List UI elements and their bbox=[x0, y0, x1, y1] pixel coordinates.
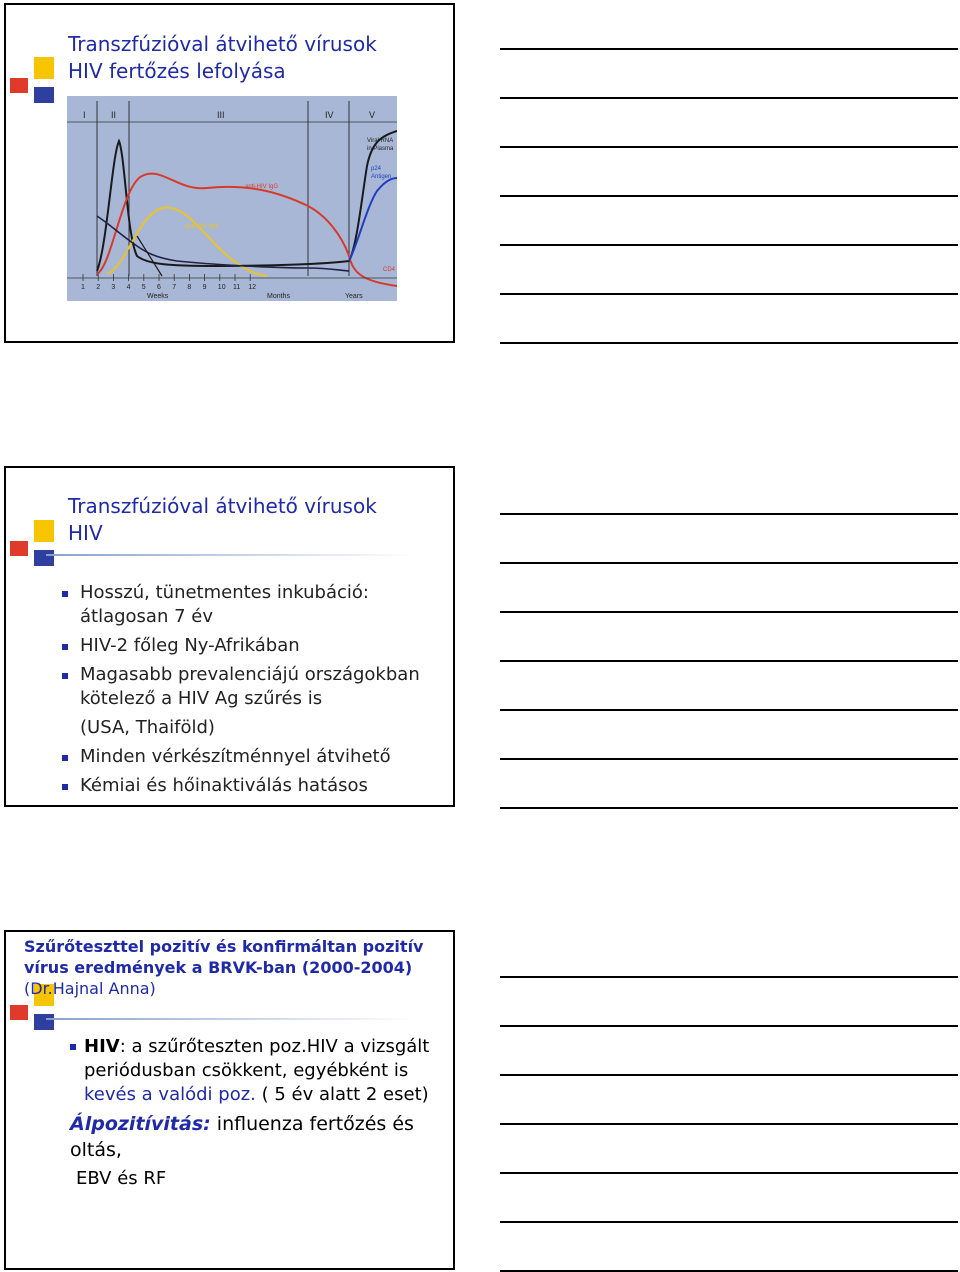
title-line-2: HIV fertőzés lefolyása bbox=[68, 59, 286, 83]
list-item bbox=[62, 774, 442, 798]
stage-label: II bbox=[111, 110, 117, 120]
list-item-text: kötelező a HIV Ag szűrés is bbox=[80, 688, 323, 709]
title-underline bbox=[46, 1018, 416, 1020]
x-group-label: Years bbox=[345, 293, 363, 300]
viral-rna-label: Viral RNA bbox=[367, 138, 394, 144]
line-2-text: periódusban csökkent, egyébként is bbox=[84, 1060, 409, 1081]
false-positive-text: influenza fertőzés és oltás, bbox=[70, 1113, 414, 1161]
igm-label: anti-HIV IgM bbox=[185, 224, 219, 230]
note-line bbox=[500, 611, 958, 613]
note-line bbox=[500, 244, 958, 246]
bullet-list bbox=[62, 581, 442, 803]
list-item bbox=[66, 1035, 446, 1107]
bullet-icon bbox=[62, 784, 68, 790]
x-tick-label: 9 bbox=[202, 284, 207, 291]
slide-decoration bbox=[6, 5, 76, 75]
list-item-text: Kémiai és hőinaktiválás hatásos bbox=[80, 775, 368, 796]
chart-svg bbox=[67, 96, 397, 301]
list-item-text: HIV-2 főleg Ny-Afrikában bbox=[80, 635, 300, 656]
note-line bbox=[500, 807, 958, 809]
highlight-text: kevés a valódi poz. bbox=[84, 1084, 256, 1105]
title-line-2: vírus eredmények a BRVK-ban (2000-2004) bbox=[24, 958, 413, 977]
x-tick-label: 5 bbox=[141, 284, 146, 291]
note-line bbox=[500, 1172, 958, 1174]
bullet-icon bbox=[62, 673, 68, 679]
line-1-text: : a szűrőteszten poz.HIV a vizsgált bbox=[119, 1036, 430, 1057]
x-tick-label: 10 bbox=[217, 284, 226, 291]
list-item-text: Magasabb prevalenciájú országokban bbox=[80, 664, 420, 685]
note-line bbox=[500, 97, 958, 99]
title-line-1: Szűrőteszttel pozitív és konfirmáltan pozitív bbox=[24, 937, 424, 956]
stage-label: V bbox=[369, 110, 376, 120]
bullet-icon bbox=[62, 755, 68, 761]
x-tick-label: 1 bbox=[81, 284, 85, 291]
p24-label: Antigen bbox=[371, 174, 392, 180]
note-line bbox=[500, 562, 958, 564]
note-line bbox=[500, 1123, 958, 1125]
list-item-note: (USA, Thaiföld) bbox=[80, 717, 215, 738]
title-line-2: HIV bbox=[68, 521, 103, 545]
x-tick-label: 2 bbox=[96, 284, 101, 291]
x-tick-label: 4 bbox=[126, 284, 131, 291]
note-line bbox=[500, 342, 958, 344]
note-line bbox=[500, 758, 958, 760]
note-line bbox=[500, 1221, 958, 1223]
list-item bbox=[62, 745, 442, 769]
title-line-1: Transzfúzióval átvihető vírusok bbox=[68, 494, 377, 518]
slide-title bbox=[68, 493, 377, 547]
list-item-text: átlagosan 7 év bbox=[80, 606, 213, 627]
x-group-label: Months bbox=[267, 293, 290, 300]
p24-label: p24 bbox=[371, 166, 382, 172]
stage-label: I bbox=[83, 110, 86, 120]
note-line bbox=[500, 146, 958, 148]
x-tick-label: 6 bbox=[157, 284, 161, 291]
list-item bbox=[62, 581, 442, 629]
note-line bbox=[500, 709, 958, 711]
cd4-label: CD4 bbox=[383, 267, 396, 273]
x-tick-label: 7 bbox=[172, 284, 177, 291]
note-line bbox=[500, 293, 958, 295]
slide-1 bbox=[4, 3, 455, 343]
slide-title bbox=[24, 936, 444, 999]
x-tick-label: 3 bbox=[111, 284, 116, 291]
false-positive-label: Álpozitívitás: bbox=[70, 1113, 211, 1135]
title-line-1: Transzfúzióval átvihető vírusok bbox=[68, 32, 377, 56]
x-tick-label: 8 bbox=[187, 284, 192, 291]
note-line bbox=[500, 1025, 958, 1027]
x-group-label: Weeks bbox=[147, 293, 169, 300]
hiv-course-chart bbox=[67, 96, 397, 301]
note-line bbox=[500, 660, 958, 662]
stage-label: IV bbox=[325, 110, 334, 120]
note-line bbox=[500, 1074, 958, 1076]
slide-2 bbox=[4, 466, 455, 807]
x-tick-label: 11 bbox=[233, 284, 241, 291]
line-3-rest: ( 5 év alatt 2 eset) bbox=[255, 1084, 429, 1105]
slide-title bbox=[68, 31, 377, 85]
note-line bbox=[500, 195, 958, 197]
hiv-label: HIV bbox=[84, 1036, 120, 1057]
viral-rna-label: in Plasma bbox=[367, 146, 394, 152]
bullet-icon bbox=[62, 591, 68, 597]
bullet-icon bbox=[70, 1044, 76, 1050]
igg-label: anti-HIV IgG bbox=[245, 184, 279, 190]
list-item-text: Hosszú, tünetmentes inkubáció: bbox=[80, 582, 369, 603]
last-line-text: EBV és RF bbox=[76, 1168, 167, 1189]
bullet-icon bbox=[62, 644, 68, 650]
stage-label: III bbox=[217, 110, 225, 120]
slide-body bbox=[66, 1035, 446, 1191]
note-line bbox=[500, 976, 958, 978]
false-positive-line bbox=[70, 1111, 446, 1163]
slide-3 bbox=[4, 930, 455, 1270]
x-tick-label: 12 bbox=[248, 284, 256, 291]
title-line-3: (Dr.Hajnal Anna) bbox=[24, 979, 156, 998]
list-item-text: Minden vérkészítménnyel átvihető bbox=[80, 746, 391, 767]
list-item-text bbox=[66, 1035, 446, 1059]
title-underline bbox=[46, 554, 416, 556]
list-item bbox=[62, 663, 442, 740]
slide-decoration bbox=[6, 468, 76, 538]
line-3-text bbox=[66, 1083, 446, 1107]
note-line bbox=[500, 48, 958, 50]
note-line bbox=[500, 513, 958, 515]
list-item bbox=[62, 634, 442, 658]
